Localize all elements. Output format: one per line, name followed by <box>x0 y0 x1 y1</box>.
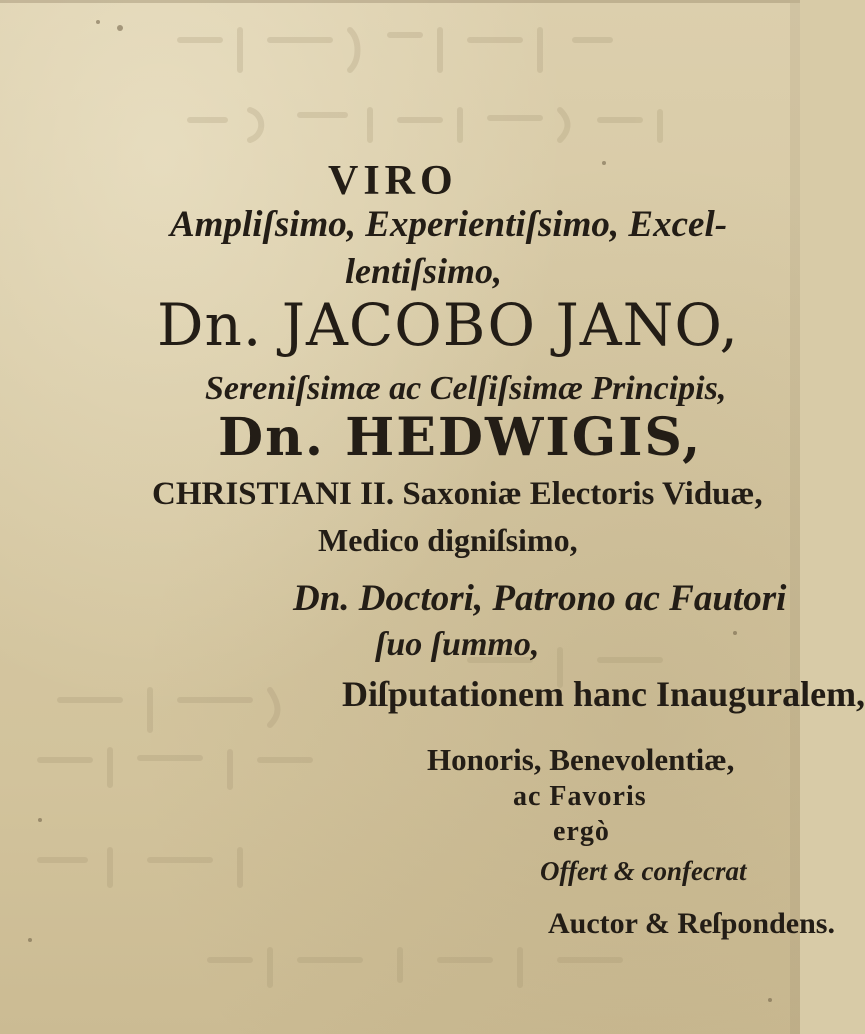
christiani-line: CHRISTIANI II. Saxoniæ Electoris Viduæ, <box>152 476 763 512</box>
serenissimae-line: Sereniſsimæ ac Celſiſsimæ Principis, <box>205 370 727 407</box>
medico-line: Medico digniſsimo, <box>318 522 578 558</box>
favoris-line: ac Favoris <box>513 781 647 812</box>
offert-line: Offert & confecrat <box>540 856 747 886</box>
jacobo-jano-line: Dn. JACOBO JANO, <box>157 291 739 359</box>
auctor-line: Auctor & Reſpondens. <box>548 907 835 940</box>
suo-summo-line: ſuo ſummo, <box>375 626 540 663</box>
disputationem-line: Diſputationem hanc Inauguralem, <box>342 674 865 714</box>
doctori-line: Dn. Doctori, Patrono ac Fautori <box>293 578 787 619</box>
lentissimo-line: lentiſsimo, <box>345 251 503 291</box>
viro-line: VIRO <box>328 158 458 204</box>
ergo-line: ergò <box>553 816 610 847</box>
hedwigis-line: Dn. HEDWIGIS, <box>218 407 703 468</box>
honoris-line: Honoris, Benevolentiæ, <box>427 742 735 777</box>
amplissimo-line: Ampliſsimo, Experientiſsimo, Excel- <box>170 204 728 245</box>
